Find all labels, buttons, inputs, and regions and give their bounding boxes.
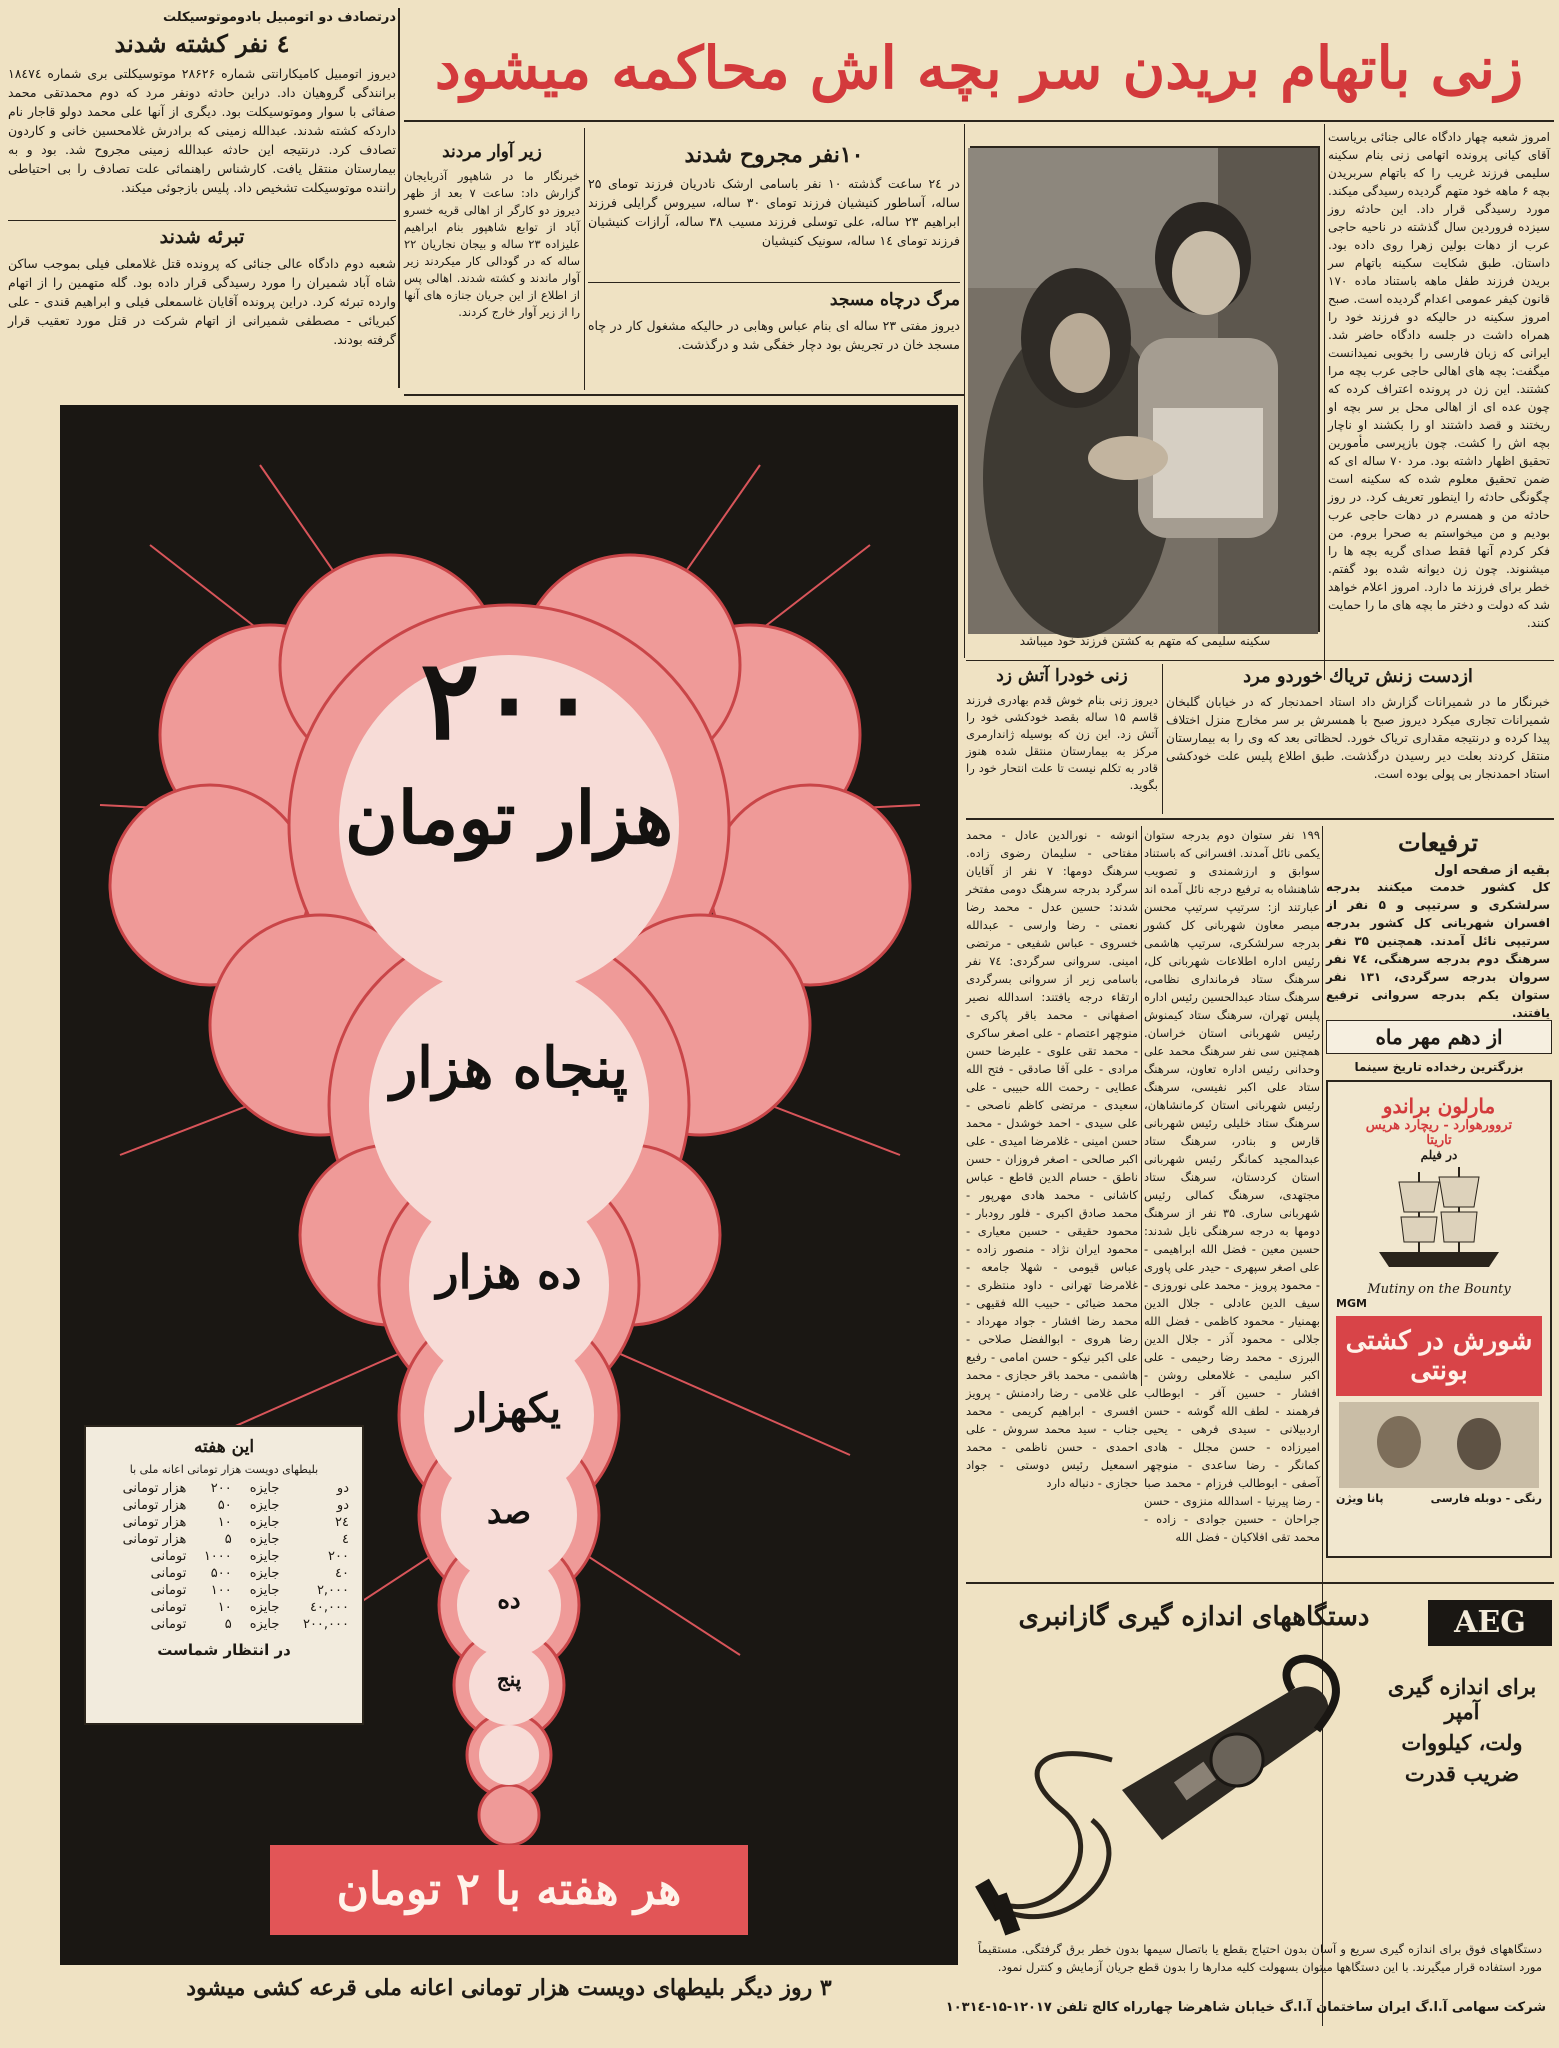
ship-illustration bbox=[1339, 1162, 1539, 1282]
cinema-persian-title: شورش در کشتی بونتی bbox=[1336, 1316, 1542, 1396]
photo-caption: سکینه سلیمی که متهم به کشتن فرزند خود میباشد bbox=[1019, 634, 1271, 648]
injured-story bbox=[588, 140, 960, 280]
prize-box-end: در انتظار شماست bbox=[157, 1641, 291, 1659]
lottery-banner: هر هفته با ۲ تومان bbox=[270, 1845, 748, 1935]
prize-row: دو جایزه ۵۰ هزار تومانی bbox=[122, 1498, 349, 1513]
injured-title: ۱۰نفر مجروح شدند bbox=[684, 142, 864, 168]
tabrie-story bbox=[8, 224, 396, 384]
prize-row: ٤ جایزه ۵ هزار تومانی bbox=[122, 1532, 349, 1547]
lottery-ad bbox=[60, 405, 958, 2025]
woman-child-photo bbox=[968, 148, 1318, 634]
lottery-line6: ده bbox=[497, 1585, 521, 1614]
promotions-title: ترفیعات bbox=[1397, 828, 1479, 857]
burn-title: زنی خودرا آتش زد bbox=[996, 666, 1128, 686]
cinema-english-title: Mutiny on the Bounty bbox=[1367, 1282, 1511, 1297]
top-left-story bbox=[8, 10, 396, 220]
cinema-foot-right: رنگی - دوبله فارسی bbox=[1430, 1492, 1542, 1505]
news-photo bbox=[970, 146, 1320, 632]
aeg-ad bbox=[945, 1590, 1552, 2030]
underbus-title: زیر آوار مردند bbox=[442, 142, 542, 162]
opium-story bbox=[1166, 664, 1550, 814]
aeg-taglines bbox=[1372, 1668, 1552, 1792]
aeg-tagline2: ولت، کیلووات bbox=[1401, 1730, 1523, 1755]
opium-body: خبرنگار ما در شمیرانات گزارش داد استاد احمدنجار که در خیابان گلبخان شمیرانات تجاری میکرد دیروز صبح با همسرش بر سر مخارج منزل اختلاف پیدا کرده و درنتیجه مقداری تریاک خورد. لحظاتی بعد که وی را به بیمارستان منتقل کردند بعلت دیر رسیدن درگذشت. طبق اطلاع پلیس علت خودکشی استاد احمدنجار بی پولی بوده است. bbox=[1166, 695, 1550, 781]
underbus-body: خبرنگار ما در شاهپور آذربایجان گزارش داد: ساعت ۷ بعد از ظهر دیروز دو کارگر از اهالی قریه خسرو آباد از توابع شاهپور بنام ابراهیم علیزاده ۲۳ ساله و بیجان نجاریان ۲۲ ساله که در گودالی کار میکردند زیر آوار ماندند و کشته شدند. اهالی پس از اطلاع از این جریان جنازه های آنها را از زیر آوار خارج کردند. bbox=[404, 169, 581, 319]
injured-body: در ۲٤ ساعت گذشته ۱۰ نفر باسامی ارشک نادریان فرزند تومای ۲۵ ساله، آساطور کنیشیان فرزند تومای ۳۰ ساله، سیروس گرایلی فرزند ابراهیم ۲۳ ساله، علی توسلی فرزند مسیب ۳۸ ساله، آرازات کنیشیان فرزند تومای ۱٤ ساله، سونیک کنیشیان bbox=[588, 176, 960, 248]
aeg-tagline1: برای اندازه گیری آمپر bbox=[1387, 1674, 1537, 1724]
cinema-actors2: تروورهوارد - ریچارد هریس bbox=[1365, 1118, 1513, 1133]
cinema-poster bbox=[1326, 1080, 1552, 1558]
lottery-line1: هزار تومان bbox=[344, 775, 674, 860]
prize-box-title: این هفته bbox=[193, 1437, 255, 1457]
lottery-line5: صد bbox=[487, 1493, 531, 1531]
prize-row: ۲,۰۰۰ جایزه ۱۰۰ تومانی bbox=[150, 1583, 349, 1598]
cinema-foot-left: پانا ویژن bbox=[1336, 1492, 1384, 1505]
lottery-number: ۲۰۰ bbox=[420, 635, 598, 764]
cinema-studio: MGM bbox=[1336, 1297, 1367, 1310]
cinema-actors-photo bbox=[1339, 1402, 1539, 1488]
cinema-actor1: مارلون براندو bbox=[1382, 1094, 1496, 1118]
mosque-title: مرگ درچاه مسجد bbox=[829, 290, 960, 310]
cinema-actor3: تاریتا bbox=[1426, 1133, 1452, 1148]
clamp-meter-illustration bbox=[972, 1650, 1352, 1950]
burn-body: دیروز زنی بنام خوش قدم بهادری فرزند قاسم ۱۵ ساله بقصد خودکشی خود را آتش زد. این زن که بوسیله ژاندارمری مرکز به بیمارستان منتقل شده هنوز قادر به تکلم نیست تا علت انتحار خود را بگوید. bbox=[966, 693, 1158, 792]
promotions-kicker: بقیه از صفحه اول bbox=[1434, 863, 1550, 878]
top-left-kicker: درتصادف دو اتومبیل بادوموتوسیکلت bbox=[162, 10, 396, 25]
lottery-line2: پنجاه هزار bbox=[390, 1035, 628, 1101]
main-headline: زنی باتهام بریدن سر بچه اش محاکمه میشود bbox=[434, 34, 1524, 102]
aeg-tagline3: ضریب قدرت bbox=[1404, 1761, 1520, 1786]
lottery-line4: یکهزار bbox=[456, 1385, 562, 1432]
top-left-title: ٤ نفر کشته شدند bbox=[114, 29, 290, 58]
mosque-story bbox=[588, 288, 960, 388]
aeg-headline: دستگاههای اندازه گیری گازانبری bbox=[1018, 1602, 1370, 1632]
prize-row: دو جایزه ۲۰۰ هزار تومانی bbox=[122, 1481, 349, 1496]
cinema-in-film: در فیلم bbox=[1420, 1148, 1458, 1162]
cinema-line1: از دهم مهر ماه bbox=[1326, 1020, 1552, 1054]
prize-row: ۲٤ جایزه ۱۰ هزار تومانی bbox=[122, 1515, 349, 1530]
prize-row: ٤۰,۰۰۰ جایزه ۱۰ تومانی bbox=[150, 1600, 349, 1615]
tabrie-body: شعبه دوم دادگاه عالی جنائی که پرونده قتل غلامعلی فیلی بموجب ساکن شاه آباد شمیران را مورد رسیدگی قرار داده بود. گله متهمین را از اتهام وارده تبرئه کرد. دراین پرونده آقایان غاسمعلی فیلی و ابراهیم قندی - علی کبریائی - مصطفی شمیرانی از اتهام شرکت در قتل مورد تعقیب قرار گرفته بودند. bbox=[8, 256, 396, 347]
lottery-line3: ده هزار bbox=[436, 1245, 582, 1299]
opium-title: ازدست زنش تریاك خوردو مرد bbox=[1243, 666, 1473, 687]
aeg-body: دستگاههای فوق برای اندازه گیری سریع و آسان بدون احتیاج بقطع یا باتصال سیمها بدون خطر برق گرفتگی. مستقیماً مورد استفاده قرار میگیرند. با این دستگاهها میتوان بسهولت کلیه مدارها را بدون قطع جریان آزمایش و کنترل نمود. bbox=[978, 1942, 1542, 1974]
prize-table bbox=[96, 1480, 352, 1633]
underbus-story bbox=[404, 140, 580, 390]
prize-row: ۲۰۰,۰۰۰ جایزه ۵ تومانی bbox=[150, 1617, 349, 1632]
prize-box-sub: بلیطهای دویست هزار تومانی اعانه ملی با bbox=[129, 1463, 319, 1476]
cinema-line2: بزرگترین رخداده تاریخ سینما bbox=[1354, 1060, 1524, 1074]
lottery-prize-box bbox=[84, 1425, 364, 1725]
promotions-intro-text: کل کشور خدمت میکنند بدرجه سرلشکری و سرتیپی و ۵ نفر از افسران شهربانی کل کشور بدرجه سرتیپی نائل آمدند. همچنین ۳۵ نفر سرهنگ دوم بدرجه سرهنگی، ۷٤ نفر سروان بدرجه سرگردی، ۱۳۱ نفر ستوان یکم بدرجه سروانی ترفیع یافتند. bbox=[1326, 880, 1551, 1020]
aeg-brand: AEG bbox=[1428, 1600, 1552, 1646]
lottery-footer: ۳ روز دیگر بلیطهای دویست هزار تومانی اعانه ملی قرعه کشی میشود bbox=[186, 1975, 832, 2001]
lottery-black-panel bbox=[60, 405, 958, 1965]
burn-story bbox=[966, 664, 1158, 814]
mosque-body: دیروز مفتی ۲۳ ساله ای بنام عباس وهابی در حالیکه مشغول کار در چاه مسجد خان در تجریش بود دچار خفگی شد و درگذشت. bbox=[588, 318, 960, 352]
prize-row: ٤۰ جایزه ۵۰۰ تومانی bbox=[150, 1566, 349, 1581]
prize-row: ۲۰۰ جایزه ۱۰۰۰ تومانی bbox=[150, 1549, 349, 1564]
promotions-col1: ۱۹۹ نفر ستوان دوم بدرجه ستوان یکمی نائل آمدند. افسرانی که باستناد سوابق و ارزشمندی و تصویب شاهنشاه به ترفیع درجه نائل آمده اند عبارتند از: سرتیپ سرتیپ محسن مبصر معاون شهربانی کل کشور بدرجه سرلشکری، سرتیپ هاشمی رئیس اداره اطلاعات شهربانی کل، سرهنگ ستاد فرمانداری نظامی، سرهنگ ستاد عبدالحسین رئیس اداره پلیس تهران، سرهنگ ستاد کیمنوش رئیس شهربانی استان خراسان. همچنین سی نفر سرهنگ محمد علی وحدانی رئیس اداره تعاون، سرهنگ ستاد علی اکبر نفیسی، سرهنگ رئیس شهربانی استان کرمانشاهان، سرهنگ ستاد خلیلی رئیس شهربانی قارس و بنادر، سرهنگ ستاد عبدالمجید کمانگر رئیس شهربانی استان کردستان، سرهنگ ستاد مجتهدی، سرهنگ کمالی رئیس شهربانی ساری. ۳۵ نفر از سرهنگ دومها به درجه سرهنگی نایل شدند: حسین معین - فضل الله ابراهیمی - علی اصغر سپهری - حیدر علی پاوری - محمود پرویز - محمد علی نوروزی - سیف الدین عادلی - جلال الدین بهمنیار - محمود کاظمی - فضل الله جلالی - محمود آذر - جلال الدین البرزی - محمد رضا رحیمی - علی اکبر سلیمی - غلامعلی روشن - افشار - حسین آفر - ابوطالب فرهمند - لطف الله گوشه - حسن اردبیلانی - سیدی فرهی - یحیی امیرزاده - حسن مجلل - هادی کمانگر - رضا ساعدی - منوچهر آصفی - ابوطالب فرزام - محمد صبا - رضا پیرنیا - اسدالله منزوی - حسن جراحان - حسین جوادی - زاده - محمد تقی افلاکیان - فضل الله bbox=[1144, 828, 1320, 1544]
tabrie-title: تبرئه شدند bbox=[159, 226, 245, 248]
aeg-company: شرکت سهامی آ.ا.گ ایران ساختمان آ.ا.گ خیابان شاهرضا چهارراه کالج تلفن ۱۲۰۱۷-۱۵-۱۰۳۱٤ bbox=[945, 2000, 1546, 2015]
woman-story-body: امروز شعبه چهار دادگاه عالی جنائی بریاست آقای کیانی پرونده اتهامی زنی بنام سکینه سلیمی فرزند غریب را که باتهام سربریدن بچه ۶ ماهه خود متهم گردیده رسیدگی میکند. مورد رسیدگی قرار داد. این حادثه روز سیزده فروردین سال گذشته در ناحیه حاجی عرب از دهات بولین زهرا روی داده بود. داستان. طبق شکایت سکینه باتهام سر بریدن فرزند طفل ماهه باستناد ماده ۱۷۰ قانون کیفر عمومی اعدام گردیده است. صبح امروز سکینه در حالیکه دو فرزند خود را همراه داشت در جلسه دادگاه حاضر شد. ایرانی که زبان فارسی را بخوبی نمیدانست میگفت: بچه های اهالی حاجی عرب بچه مرا کشتند. این زن در پرونده اعتراف کرده که چون عده ای از اهالی محل بر سر بچه او ریختند و قصد داشتند او را بکشند او ناچار بچه اش را کشت. چون بازپرسی مأمورین تحقیق اظهار داشته بود. مرد ۷۰ ساله ای که ضمن تحقیق معلوم شده که سکینه است چگونگی حادثه را اینطور تعریف کرد. در روز حادثه من و همسرم در دهات حاجی عرب بودیم و من میخواستم به صحرا بروم. من فکر کردم آنها فقط صدای گریه بچه ها را میشنوند. چون زن دیوانه شده بود گفتم. خطر برای فرزند ما دارد. امروز اعلام خواهد شد که دولت و دختر ما بچه های ما را حمایت کنند. bbox=[1328, 130, 1550, 630]
promotions-intro bbox=[1326, 826, 1551, 1020]
promotions-col2: انوشه - نورالدین عادل - محمد مفتاحی - سلیمان رضوی زاده. سرهنگ دومها: ۷ نفر از آقایان سرگرد بدرجه سرهنگ دومی مفتخر شدند: حسین عدل - محمد رضا نعمتی - رضا وارسی - عبدالله خسروی - عباس شفیعی - مرتضی امینی. سروانی سرگردی: ۷٤ نفر باسامی زیر از سروانی بسرگردی ارتقاء درجه یافتند: اسدالله نصیر اصفهانی - محمد باقر پاکری - منوچهر اعتصام - علی اصغر ساکری - محمد تقی علوی - علیرضا حسن مرادی - علی آقا صادقی - فتح الله عطایی - رحمت الله حبیبی - علی سعیدی - مرتضی کاظم ناصحی - علی سیدی - احمد خوشدل - محمد حسن امینی - غلامرضا امیدی - علی اکبر صالحی - اصغر فروزان - حسن ناطق - حسام الدین قاطع - عباس کاشانی - محمد هادی مهرپور - محمد صادق اکبری - فلور رودبار - محمود حقیقی - حسین معیاری - محمود ایران نژاد - منصور زاده - عباس قیومی - شهلا جامعه - غلامرضا تهرانی - داود منتظری - محمد ضیائی - حبیب الله فقیهی - محمد رضا افشار - جواد مهرداد - رضا هروی - ابوالفضل صلاحی - علی اکبر نیکو - حسن امامی - رفیع هاشمی - محمد باقر حجازی - محمد علی غلامی - رضا رادمنش - پرویز افسری - ابراهیم کریمی - محمد جناب - سید محمد سروش - علی احمدی - حسن ناظمی - محمد اسمعیل رئیس دوستی - جواد حجازی - دنباله دارد bbox=[966, 828, 1138, 1490]
cinema-ad bbox=[1326, 1020, 1552, 1580]
lottery-line7: پنج bbox=[496, 1667, 522, 1691]
top-left-body: دیروز اتومبیل کامیکارانتی شماره ۲۸۶۲۶ موتوسیکلتی بری شماره ۱۸٤۷٤ برانندگی گروهیان داد. دراین حادثه دونفر مرد که دوم محمدتقی محمد صفائی با سوار وموتوسیکلت بود. دیگری از آنها علی محمد دولو قاجار نام داردکه کشته شدند. عبدالله زمینی که برادرش غلامحسین خانی و کاردون تصادف کرد. درنتیجه این حادثه عبدالله زمینی مجروح شد. بود و به بیمارستان منتقل یافت. کارشناس راهنمائی علت تصادف را بی احتیاطی راننده موتوسیکلت تشخیص داد. پلیس بازجوئی میکند. bbox=[8, 66, 396, 195]
